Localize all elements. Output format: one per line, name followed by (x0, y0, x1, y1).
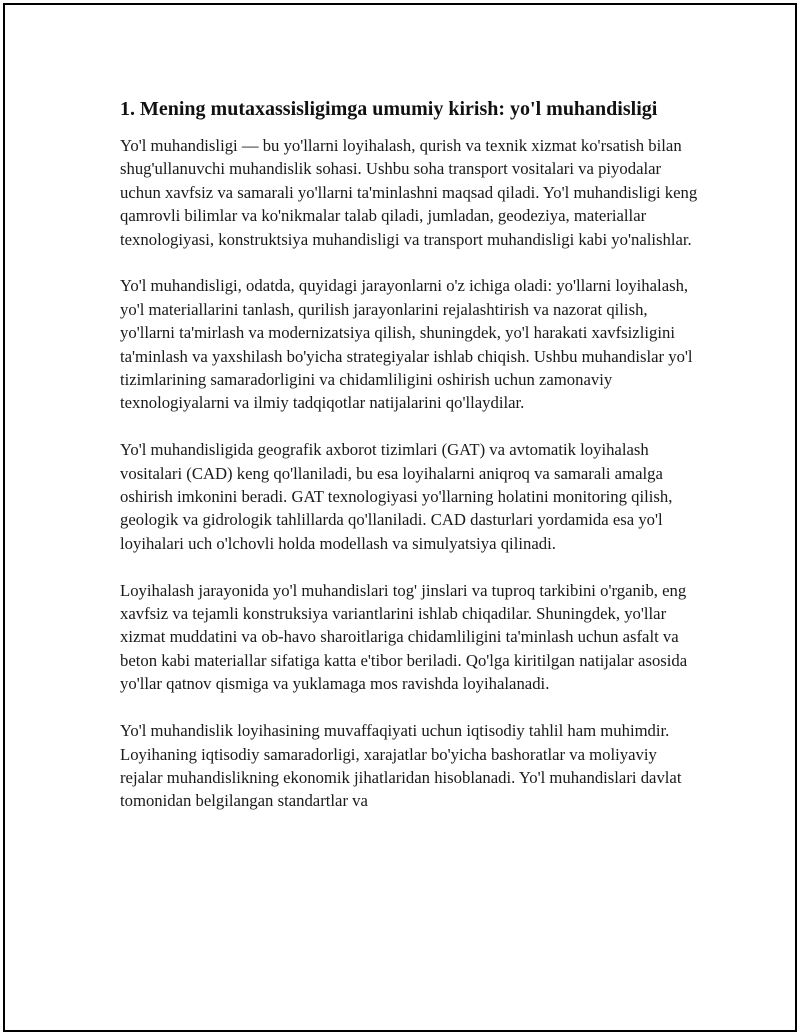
paragraph-2: Yo'l muhandisligi, odatda, quyidagi jarayonlarni o'z ichiga oladi: yo'llarni loyihalash, yo'l materiallarini tanlash, qurilish jarayonlarini rejalashtirish va nazorat qilish, yo'llarni ta'mirlash va modernizatsiya qilish, shuningdek, yo'l harakati xavfsizligini ta'minlash va yaxshilash bo'yicha strategiyalar ishlab chiqish. Ushbu muhandislar yo'l tizimlarining samaradorligini va chidamliligini oshirish uchun zamonaviy texnologiyalarni va ilmiy tadqiqotlar natijalarini qo'llaydilar. (120, 276, 693, 413)
document-body (120, 96, 700, 836)
paragraph-4: Loyihalash jarayonida yo'l muhandislari tog' jinslari va tuproq tarkibini o'rganib, eng xavfsiz va tejamli konstruksiya variantlarini ishlab chiqadilar. Shuningdek, yo'llar xizmat muddatini va ob-havo sharoitlariga chidamliligini ta'minlash uchun asfalt va beton kabi materiallar sifatiga katta e'tibor beriladi. Qo'lga kiritilgan natijalar asosida yo'llar qatnov qismiga va yuklamaga mos ravishda loyihalanadi. (120, 580, 688, 694)
paragraph-5: Yo'l muhandislik loyihasining muvaffaqiyati uchun iqtisodiy tahlil ham muhimdir. Loyihaning iqtisodiy samaradorligi, xarajatlar bo'yicha bashoratlar va moliyaviy rejalar muhandislikning ekonomik jihatlaridan hisoblanadi. Yo'l muhandislari davlat tomonidan belgilangan standartlar va (120, 721, 682, 811)
page-frame (3, 3, 797, 1032)
section-heading: 1. Mening mutaxassisligimga umumiy kirish: yo'l muhandisligi (120, 98, 658, 120)
paragraph-1: Yo'l muhandisligi — bu yo'llarni loyihalash, qurish va texnik xizmat ko'rsatish bilan shug'ullanuvchi muhandislik sohasi. Ushbu soha transport vositalari va piyodalar uchun xavfsiz va samarali yo'llarni ta'minlashni maqsad qiladi. Yo'l muhandisligi keng qamrovli bilimlar va ko'nikmalar talab qiladi, jumladan, geodeziya, materiallar texnologiyasi, konstruktsiya muhandisligi va transport muhandisligi kabi yo'nalishlar. (120, 136, 698, 249)
paragraph-3: Yo'l muhandisligida geografik axborot tizimlari (GAT) va avtomatik loyihalash vositalari (CAD) keng qo'llaniladi, bu esa loyihalarni aniqroq va samarali amalga oshirish imkonini beradi. GAT texnologiyasi yo'llarning holatini monitoring qilish, geologik va gidrologik tahlillarda qo'llaniladi. CAD dasturlari yordamida esa yo'l loyihalari uch o'lchovli holda modellash va simulyatsiya qilinadi. (120, 440, 673, 553)
